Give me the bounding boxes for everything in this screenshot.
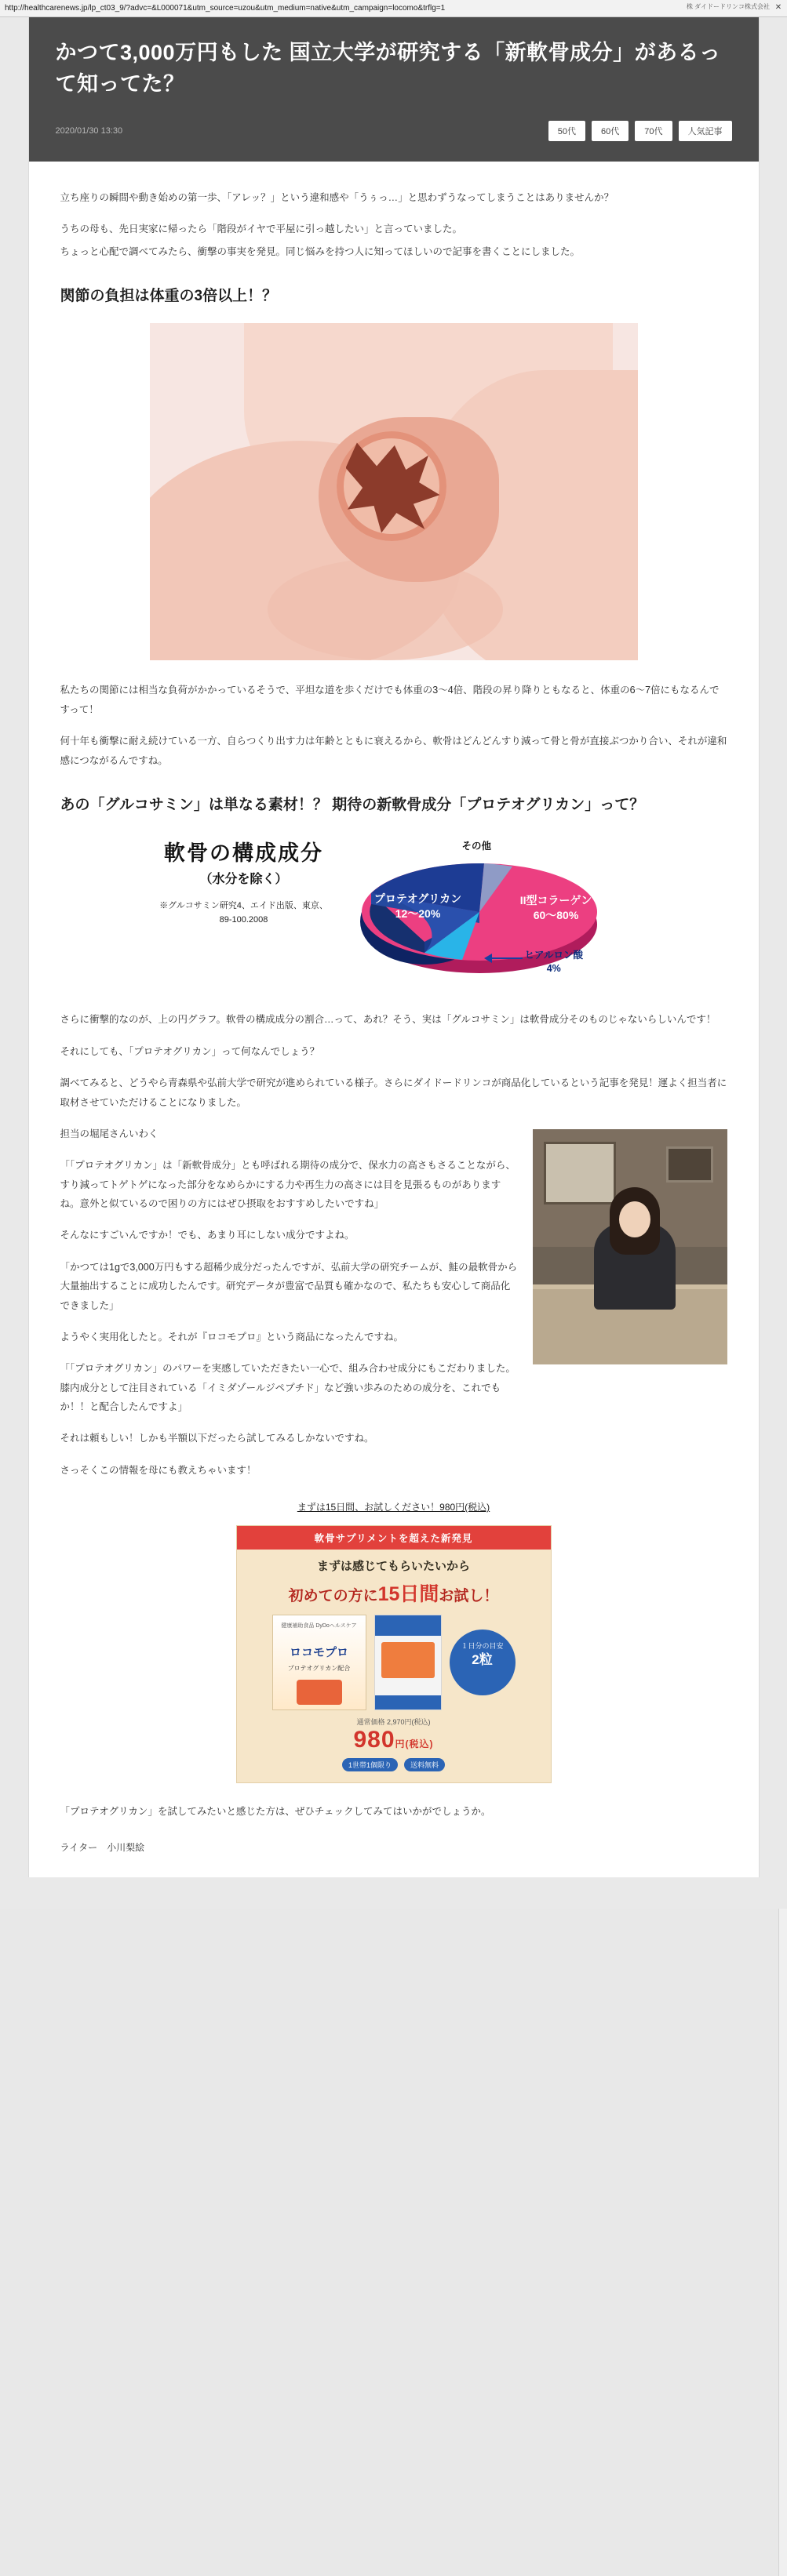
interview-quote-5: 「「プロテオグリカン」のパワーを実感していただきたい一心で、組み合わせ成分にもこだわりました。膝内成分として注目されている「イミダゾールジペプチド」など強い歩みのための成分を、これでもか！！と配合したんですよ」 — [60, 1363, 516, 1413]
tag-list — [548, 121, 732, 141]
product-package — [272, 1615, 366, 1710]
pie-graphic — [330, 837, 629, 990]
banner-headline-2-number: 15日間 — [377, 1583, 439, 1606]
product-box-bottom — [375, 1695, 441, 1709]
pie-value-collagen: 60～80% — [533, 909, 579, 922]
interview-text — [60, 1125, 519, 1430]
dosage-badge-top: １日分の目安 — [461, 1642, 504, 1651]
tag-popular[interactable]: 人気記事 — [679, 121, 732, 141]
banner-tags — [237, 1758, 551, 1771]
product-box-top — [375, 1615, 441, 1636]
writer-credit: ライター 小川梨絵 — [60, 1841, 145, 1853]
tag-70s[interactable]: 70代 — [635, 121, 672, 141]
banner-headline-2-pre: 初めての方に — [288, 1588, 378, 1605]
banner-tag-shipping: 送料無料 — [404, 1758, 445, 1771]
pie-label-hyaluron — [525, 949, 584, 976]
tag-50s[interactable]: 50代 — [548, 121, 585, 141]
section1-paragraph-2: 何十年も衝撃に耐え続けている一方、自らつくり出す力は年齢とともに衰えるから、軟骨はどんどんすり減って骨と骨が直接ぶつかり合い、それが違和感につながるんですね。 — [60, 736, 727, 766]
close-icon[interactable]: ✕ — [774, 3, 782, 12]
chart-title: 軟骨の構成成分 — [164, 841, 323, 866]
chart-subtitle: （水分を除く） — [199, 872, 288, 886]
banner-headline-2 — [237, 1579, 551, 1607]
interview-quote-1: 「「プロテオグリカン」は「新軟骨成分」とも呼ばれる期待の成分で、保水力の高さもさることながら、すり減ってトゲトゲになった部分をなめらかにする力や再生力の高さには目を見張るものがありますね。意外と似ているので困りの方にはぜひ摂取をおすすめしたいですね」 — [60, 1160, 516, 1210]
closing-paragraph-2: さっそくこの情報を母にも教えちゃいます！ — [60, 1464, 257, 1476]
section-heading-2: あの「グルコサミン」は単なる素材！？ 期待の新軟骨成分「プロテオグリカン」って？ — [60, 796, 645, 813]
browser-url-bar[interactable] — [0, 0, 787, 17]
intro-paragraph-3: ちょっと心配で調べてみたら、衝撃の事実を発見。同じ悩みを持つ人に知ってほしいので記事を書くことにしました。 — [60, 245, 581, 257]
price-current-number: 980 — [353, 1727, 395, 1753]
pie-value-proteoglycan: 12～20% — [395, 907, 441, 921]
cartilage-composition-chart — [150, 832, 638, 993]
photo-person-face — [619, 1201, 650, 1237]
callout-line — [491, 957, 523, 959]
section1-paragraph-1: 私たちの関節には相当な負荷がかかっているそうで、平坦な道を歩くだけでも体重の3～4倍、階段の昇り降りともなると、体重の6～7倍にもなるんですって！ — [60, 685, 720, 715]
pie-value-hyaluron: 4% — [546, 963, 561, 975]
article-container — [28, 17, 760, 1877]
pie-label-proteoglycan — [363, 892, 473, 921]
product-banner[interactable] — [236, 1525, 552, 1783]
article-header — [29, 17, 759, 118]
banner-ribbon: 軟骨サプリメントを超えた新発見 — [237, 1526, 551, 1550]
publish-date: 2020/01/30 13:30 — [55, 125, 123, 136]
page-background — [0, 17, 787, 1909]
dosage-badge-number: 2粒 — [472, 1651, 493, 1667]
product-name: ロコモプロ — [289, 1646, 348, 1660]
pie-label-proteoglycan-name: プロテオグリカン — [373, 892, 462, 906]
banner-product-row — [237, 1615, 551, 1710]
section2-paragraph-3: 調べてみると、どうやら青森県や弘前大学で研究が進められている様子。さらにダイドードリンコが商品化しているという記事を発見！運よく担当者に取材させていただけることになりました。 — [60, 1077, 727, 1108]
advertiser-label: 株 ダイドードリンコ株式会社 — [686, 3, 770, 10]
url-text[interactable]: http://healthcarenews.jp/lp_ct03_9/?advc=&L000071&utm_source=uzou&utm_medium=native&utm_campaign=locomo&trflg=1 — [5, 4, 446, 13]
tag-60s[interactable]: 60代 — [592, 121, 629, 141]
page-title: かつて3,000万円もした 国立大学が研究する「新軟骨成分」があるって知ってた？ — [55, 41, 721, 96]
banner-tag-limit: 1世帯1個限り — [342, 1758, 398, 1771]
intro-paragraph-1: 立ち座りの瞬間や動き始めの第一歩、「アレッ？」という違和感や「うぅっ…」と思わずうなってしまうことはありませんか？ — [60, 191, 614, 203]
photo-picture-frame — [666, 1146, 713, 1183]
price-unit: 円 — [395, 1739, 406, 1750]
product-box — [374, 1615, 442, 1710]
product-bottle-icon — [297, 1680, 342, 1705]
final-paragraph: 「プロテオグリカン」を試してみたいと感じた方は、ぜひチェックしてみてはいかがでしょうか。 — [60, 1806, 491, 1818]
price-tax: (税込) — [405, 1739, 434, 1750]
interview-photo — [533, 1129, 727, 1364]
interview-quote-2: そんなにすごいんですか！でも、あまり耳にしない成分ですよね。 — [60, 1230, 355, 1241]
product-box-label — [381, 1642, 435, 1678]
interview-quote-4: ようやく実用化したと。それが『ロコモプロ』という商品になったんですね。 — [60, 1331, 404, 1342]
section-heading-1: 関節の負担は体重の3倍以上！？ — [60, 288, 278, 305]
hip-joint-illustration — [150, 323, 638, 660]
product-subtitle: プロテオグリカン配合 — [287, 1665, 351, 1673]
chart-source: ※グルコサミン研究4、エイド出版、東京、89-100.2008 — [159, 900, 328, 925]
chart-title-block — [158, 840, 330, 927]
article-meta — [29, 118, 759, 162]
pie-label-collagen-name: II型コラーゲン — [519, 894, 592, 907]
banner-headline-2-post: お試し！ — [439, 1588, 499, 1605]
price-current — [237, 1727, 551, 1753]
interview-lead: 担当の堀尾さんいわく — [60, 1128, 158, 1139]
photo-window — [544, 1142, 616, 1204]
interview-quote-3: 「かつては1gで3,000万円もする超稀少成分だったんですが、弘前大学の研究チームが、鮭の最軟骨から大量抽出することに成功したんです。研究データが豊富で品質も確かなので、私たちも安心して商品化できました」 — [60, 1261, 518, 1311]
dosage-badge — [450, 1630, 516, 1695]
trial-cta-link[interactable]: まずは15日間、お試しください！980円(税込) — [297, 1502, 490, 1513]
section2-paragraph-1: さらに衝撃的なのが、上の円グラフ。軟骨の構成成分の割合…って、あれ？そう、実は「グルコサミン」は軟骨成分そのものじゃないらしいんです！ — [60, 1014, 716, 1026]
pie-label-collagen — [501, 893, 611, 923]
pie-label-hyaluron-name: ヒアルロン酸 — [524, 950, 584, 961]
article-body — [29, 162, 759, 1877]
section2-paragraph-2: それにしても、「プロテオグリカン」って何なんでしょう？ — [60, 1045, 320, 1057]
pie-label-other: その他 — [461, 841, 492, 852]
price-original: 通常価格 2,970円(税込) — [356, 1718, 431, 1727]
closing-paragraph-1: それは頼もしい！しかも半額以下だったら試してみるしかないですね。 — [60, 1433, 374, 1444]
intro-paragraph-2: うちの母も、先日実家に帰ったら「階段がイヤで平屋に引っ越したい」と言っていました。 — [60, 223, 463, 235]
interview-block — [60, 1125, 727, 1430]
cta-link-wrapper — [60, 1500, 727, 1514]
price-block — [237, 1717, 551, 1753]
banner-headline-1: まずは感じてもらいたいから — [316, 1560, 470, 1574]
product-caption: 健康補助食品 DyDoヘルスケア — [281, 1623, 357, 1630]
